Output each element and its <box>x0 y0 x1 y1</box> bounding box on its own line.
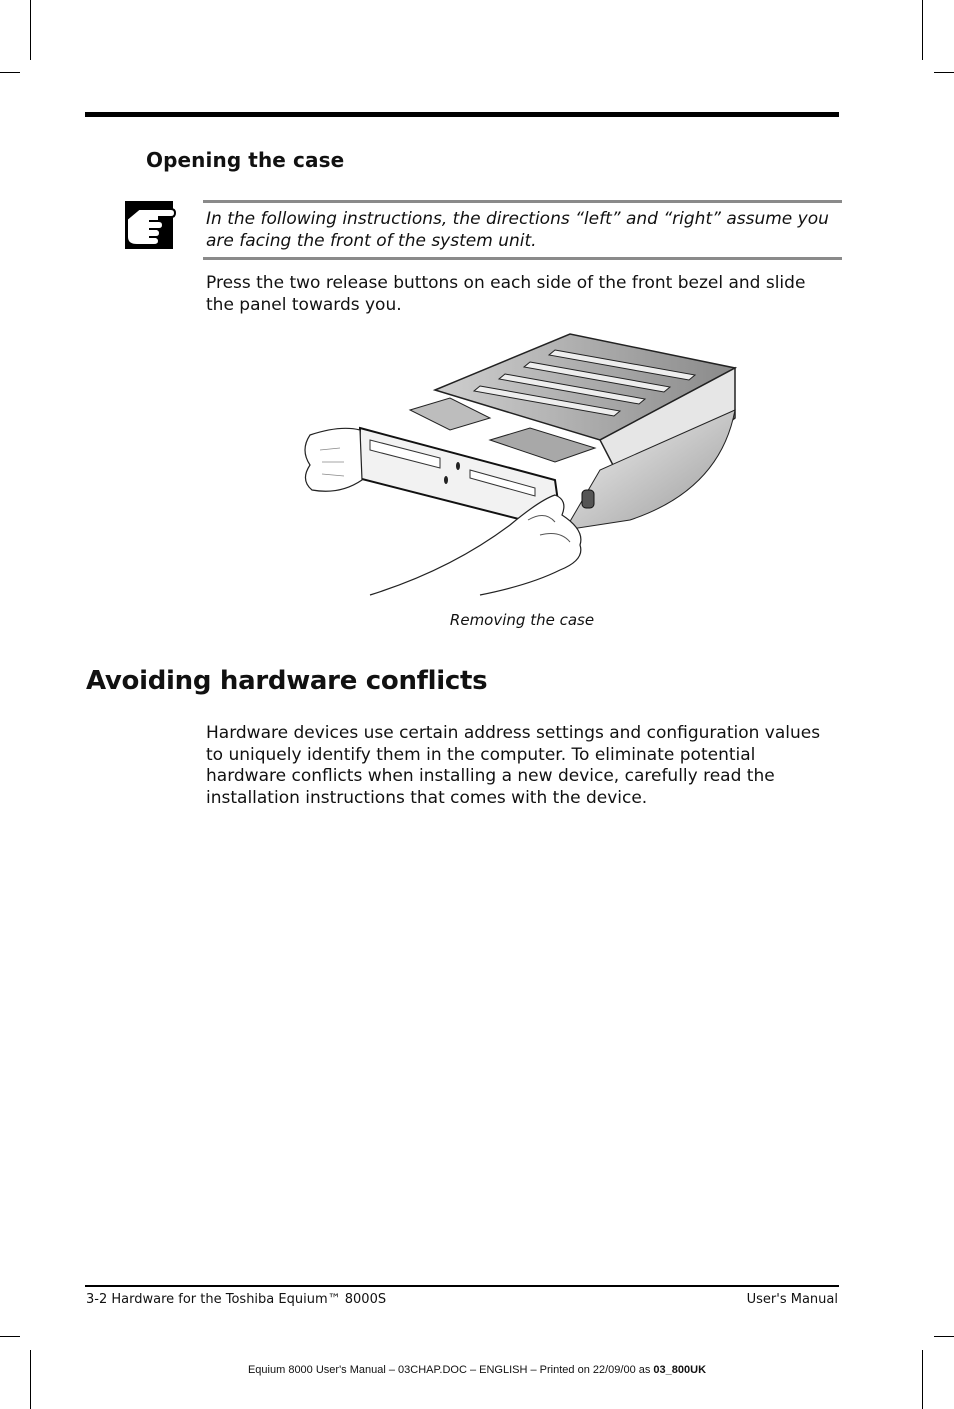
crop-mark <box>30 0 31 60</box>
footer-manual-label: User's Manual <box>746 1292 838 1307</box>
crop-mark <box>0 72 20 73</box>
crop-mark <box>0 1336 20 1337</box>
crop-mark <box>934 72 954 73</box>
note-rule-bottom <box>203 257 842 260</box>
section-heading: Opening the case <box>146 148 345 172</box>
note-text: In the following instructions, the directions “left” and “right” assume you are facing the front of the system unit. <box>206 209 829 251</box>
main-heading: Avoiding hardware conflicts <box>86 666 488 696</box>
instruction-paragraph: Press the two release buttons on each side of the front bezel and slide the panel towards you. <box>206 273 806 315</box>
print-info-file: 03_800UK <box>653 1364 707 1376</box>
crop-mark <box>934 1336 954 1337</box>
print-info <box>0 1364 954 1376</box>
pointing-hand-icon <box>123 199 177 251</box>
header-rule <box>85 112 839 117</box>
crop-mark <box>30 1350 31 1409</box>
figure-caption: Removing the case <box>449 611 595 629</box>
crop-mark <box>922 1350 923 1409</box>
note-rule-top <box>203 200 842 203</box>
case-removal-illustration <box>300 330 744 600</box>
footer-title: 3-2 Hardware for the Toshiba Equium™ 8000S <box>86 1292 387 1307</box>
footer-rule <box>85 1285 839 1287</box>
crop-mark <box>922 0 923 60</box>
print-info-text: Equium 8000 User's Manual – 03CHAP.DOC – ENGLISH – Printed on 22/09/00 as <box>247 1364 654 1376</box>
body-paragraph: Hardware devices use certain address settings and configuration values to uniquely identify them in the computer. To eliminate potential hardware conflicts when installing a new device, carefully read the installation instructions that comes with the device. <box>206 723 821 808</box>
